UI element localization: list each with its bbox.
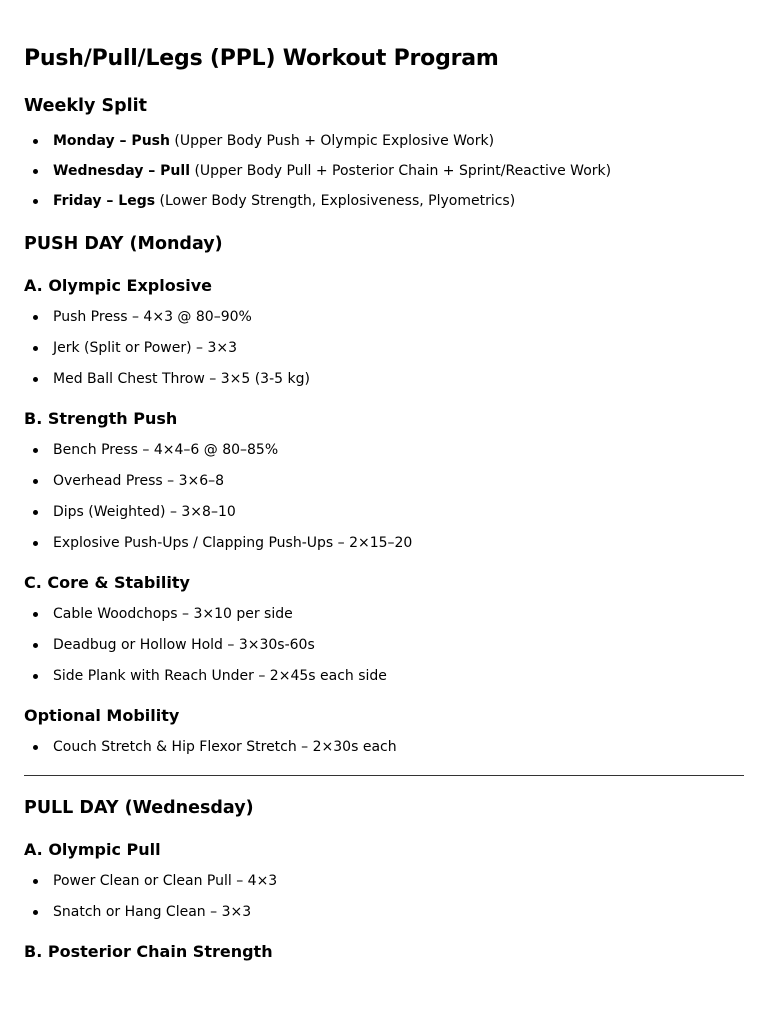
list-item: Push Press – 4×3 @ 80–90% [24,308,744,326]
day-label: Friday – Legs [53,193,156,209]
day-detail: (Lower Body Strength, Explosiveness, Plyometrics) [155,193,516,209]
bullet-icon [33,377,38,382]
strength-push-heading: B. Strength Push [24,409,178,428]
bullet-icon [33,139,38,144]
list-item [24,162,744,180]
push-day-heading: PUSH DAY (Monday) [24,234,223,254]
list-item: Power Clean or Clean Pull – 4×3 [24,872,744,890]
olympic-pull-heading: A. Olympic Pull [24,840,161,859]
page-title: Push/Pull/Legs (PPL) Workout Program [24,46,499,71]
optional-mobility-list [24,738,744,756]
list-item: Snatch or Hang Clean – 3×3 [24,903,744,921]
list-item: Explosive Push-Ups / Clapping Push-Ups – 2×15–20 [24,534,744,552]
bullet-icon [33,199,38,204]
day-detail: (Upper Body Push + Olympic Explosive Work) [169,133,495,149]
weekly-split-heading: Weekly Split [24,96,148,116]
bullet-icon [33,315,38,320]
core-stability-heading: C. Core & Stability [24,573,190,592]
olympic-pull-list [24,872,744,921]
section-divider [24,775,744,776]
list-item: Jerk (Split or Power) – 3×3 [24,339,744,357]
bullet-icon [33,643,38,648]
list-item: Overhead Press – 3×6–8 [24,472,744,490]
bullet-icon [33,346,38,351]
list-item: Med Ball Chest Throw – 3×5 (3-5 kg) [24,370,744,388]
olympic-explosive-heading: A. Olympic Explosive [24,276,212,295]
bullet-icon [33,169,38,174]
bullet-icon [33,674,38,679]
list-item: Bench Press – 4×4–6 @ 80–85% [24,441,744,459]
list-item: Deadbug or Hollow Hold – 3×30s-60s [24,636,744,654]
list-item: Couch Stretch & Hip Flexor Stretch – 2×30s each [24,738,744,756]
weekly-split-list [24,132,744,210]
bullet-icon [33,879,38,884]
core-stability-list [24,605,744,685]
bullet-icon [33,510,38,515]
strength-push-list [24,441,744,552]
list-item: Dips (Weighted) – 3×8–10 [24,503,744,521]
bullet-icon [33,541,38,546]
list-item [24,132,744,150]
list-item [24,192,744,210]
list-item: Side Plank with Reach Under – 2×45s each side [24,667,744,685]
bullet-icon [33,448,38,453]
bullet-icon [33,479,38,484]
olympic-explosive-list [24,308,744,388]
day-label: Wednesday – Pull [53,163,190,179]
posterior-chain-heading: B. Posterior Chain Strength [24,942,273,961]
bullet-icon [33,910,38,915]
day-label: Monday – Push [53,133,170,149]
pull-day-heading: PULL DAY (Wednesday) [24,798,254,818]
bullet-icon [33,612,38,617]
optional-mobility-heading: Optional Mobility [24,706,180,725]
day-detail: (Upper Body Pull + Posterior Chain + Sprint/Reactive Work) [190,163,612,179]
bullet-icon [33,745,38,750]
list-item: Cable Woodchops – 3×10 per side [24,605,744,623]
